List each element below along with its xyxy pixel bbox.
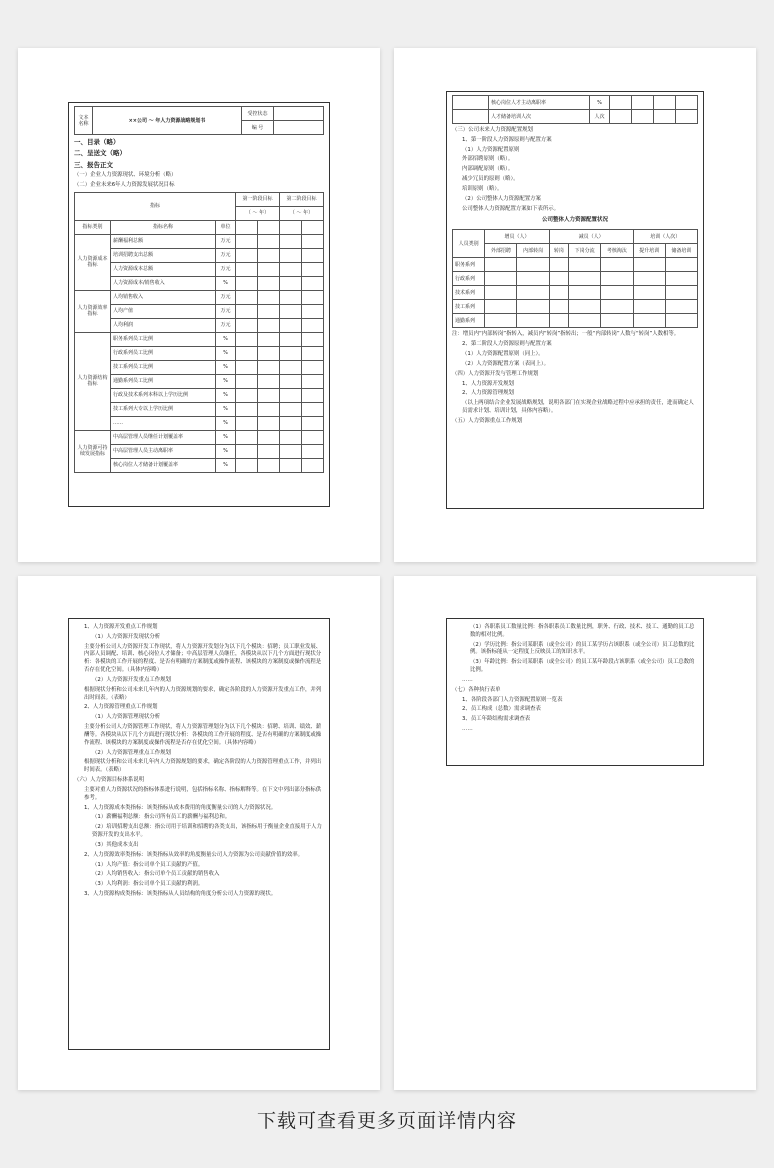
empty-cell <box>280 458 302 472</box>
p2-l6: 培训原则（略）。 <box>462 185 503 192</box>
empty-cell <box>601 286 633 300</box>
th-add: 增员（人） <box>485 230 549 244</box>
th-col: 内部转岗 <box>517 244 549 258</box>
empty-cell <box>549 272 568 286</box>
empty-cell <box>236 290 258 304</box>
unit-cell: % <box>216 332 236 346</box>
empty-cell <box>280 416 302 430</box>
p2-l2: （1）人力资源配置原则 <box>462 146 520 153</box>
text-line: （3）其他成本支出 <box>92 841 139 848</box>
empty-cell <box>280 332 302 346</box>
th-type: 人员类别 <box>453 230 485 258</box>
table-row <box>75 304 324 318</box>
empty-cell <box>258 360 280 374</box>
p2-l12: 1、人力资源开发规划 <box>462 380 514 387</box>
unit-cell: % <box>216 346 236 360</box>
table-row <box>75 416 324 430</box>
text-line: （2）培训招聘支出总额：指公司用于培训和招聘的各类支出，该指标用于衡量企业直接用于人力资源开发的支出水平。 <box>92 824 322 839</box>
unit-cell: 万元 <box>216 248 236 262</box>
empty-cell <box>302 332 324 346</box>
text-line: （3）人均利润：指公司单个员工贡献的利润。 <box>92 881 204 888</box>
metric-name-cell: 人均利润 <box>111 318 216 332</box>
empty-cell <box>258 234 280 248</box>
th-stage1: 第一阶段目标 <box>236 192 280 206</box>
text-line: （1）人均产值：指公司单个员工贡献的产值。 <box>92 861 204 868</box>
empty-cell <box>601 314 633 328</box>
metric-name-cell: 核心岗位人才储备计划覆盖率 <box>111 458 216 472</box>
empty-cell <box>258 430 280 444</box>
metric-name-cell: …… <box>111 416 216 430</box>
empty-cell <box>280 262 302 276</box>
th-col: 考核淘汰 <box>601 244 633 258</box>
metric-name-cell: 中高层管理人员主动离职率 <box>111 444 216 458</box>
table-row <box>453 258 698 272</box>
empty-cell <box>280 360 302 374</box>
empty-cell <box>280 290 302 304</box>
empty-cell <box>601 300 633 314</box>
page-3-frame <box>68 618 330 1050</box>
doc-title: ××公司 ～ 年人力资源战略规划书 <box>93 107 242 135</box>
table-row <box>75 388 324 402</box>
p2-l5: 减少冗员的原则（略）。 <box>462 176 519 183</box>
empty-cell <box>601 258 633 272</box>
page-1-frame <box>68 102 330 507</box>
empty-cell <box>258 416 280 430</box>
table-row <box>75 248 324 262</box>
metric-name-cell: 行政系列员工比例 <box>111 346 216 360</box>
empty-cell <box>236 304 258 318</box>
empty-cell <box>302 388 324 402</box>
empty-cell <box>665 272 697 286</box>
empty-cell <box>236 332 258 346</box>
header-number-label: 编 号 <box>242 121 274 135</box>
unit-cell: % <box>216 388 236 402</box>
empty-cell <box>517 258 549 272</box>
empty-cell <box>280 304 302 318</box>
text-line: （2）人力资源管理重点工作规划 <box>92 749 171 756</box>
metric-name-cell: 技工系列员工比例 <box>111 360 216 374</box>
cont-row-2-name: 人才储备培训人次 <box>489 110 590 124</box>
empty-cell <box>517 286 549 300</box>
th-sub: 减员（人） <box>549 230 633 244</box>
text-line: …… <box>462 726 473 733</box>
text-line: 1、各阶段各部门人力资源配置原则一览表 <box>462 696 563 703</box>
unit-cell: % <box>216 276 236 290</box>
empty-cell <box>517 272 549 286</box>
empty-cell <box>517 300 549 314</box>
p2-l11: （2）人力资源配置方案（表同上）。 <box>462 360 549 367</box>
cont-row-2-unit: 人次 <box>590 110 610 124</box>
empty-cell <box>280 430 302 444</box>
empty-cell <box>280 388 302 402</box>
empty-cell <box>236 430 258 444</box>
section-toc: 一、目录（略） <box>74 138 120 146</box>
unit-cell: % <box>216 402 236 416</box>
p2-s4: （四）人力资源开发与管理工作规划 <box>452 370 539 377</box>
table-row <box>453 272 698 286</box>
row-type-cell: 行政系列 <box>453 272 485 286</box>
download-caption: 下载可查看更多页面详情内容 <box>256 1110 517 1132</box>
unit-cell: % <box>216 416 236 430</box>
text-line: 2、员工构成（总数）需求调查表 <box>462 706 541 713</box>
table-row <box>453 314 698 328</box>
th-unit: 单位 <box>216 220 236 234</box>
empty-cell <box>280 318 302 332</box>
page-4 <box>394 576 756 1090</box>
page-1 <box>18 48 380 562</box>
unit-cell: % <box>216 458 236 472</box>
empty-cell <box>258 332 280 346</box>
text-line: 1、人力资源成本类指标：该类指标从成本费用的角度衡量公司的人力资源状况。 <box>84 804 277 811</box>
text-line: 根据现状分析和公司未来几年内人力资源规划的要求，确定各阶段的人力资源管理重点工作，并列出时间表。（表略） <box>84 759 322 774</box>
page-3 <box>18 576 380 1090</box>
empty-cell <box>302 290 324 304</box>
category-cell: 人力资源可持续发展指标 <box>75 430 111 472</box>
empty-cell <box>302 276 324 290</box>
text-line: （2）人力资源开发重点工作规划 <box>92 676 171 683</box>
unit-cell: % <box>216 444 236 458</box>
empty-cell <box>569 300 601 314</box>
empty-cell <box>549 300 568 314</box>
empty-cell <box>485 258 517 272</box>
table-row <box>453 286 698 300</box>
table-row <box>75 276 324 290</box>
empty-cell <box>302 402 324 416</box>
text-line: 主要分析公司人力资源开发工作现状，将人力资源开发划分为以下几个模块：招聘；员工职业发展、内部人员调配、培训、核心岗位人才储备；中高层管理人员继任，各模块从以下几个方面进行现状分析：各模块的工作开展的程度、是否有明确的方案制度或操作流程、该模块的方案制度或操作流程是否存在优化空间。（具体内容略） <box>84 643 322 674</box>
empty-cell <box>302 416 324 430</box>
text-line: …… <box>462 676 473 683</box>
empty-cell <box>236 416 258 430</box>
empty-cell <box>633 314 665 328</box>
p2-l1: 1、第一阶段人力资源原则与配置方案 <box>462 136 552 143</box>
continued-table <box>452 95 698 124</box>
empty-cell <box>302 346 324 360</box>
p2-l3: 外部招聘原则（略）。 <box>462 156 514 163</box>
p2-l8: 公司整体人力资源配置方案如下表所示。 <box>462 205 560 212</box>
row-type-cell: 职务系列 <box>453 258 485 272</box>
category-cell: 人力资源成本指标 <box>75 234 111 290</box>
page-4-frame <box>446 618 704 766</box>
section-body: 三、报告正文 <box>74 160 113 169</box>
metric-name-cell: 薪酬福利总额 <box>111 234 216 248</box>
unit-cell: % <box>216 430 236 444</box>
metric-name-cell: 行政及技术系列本科以上学历比例 <box>111 388 216 402</box>
p2-l13: 2、人力资源管理规划 <box>462 390 514 397</box>
table-row <box>75 346 324 360</box>
text-line: 1、人力资源开发重点工作规划 <box>84 624 158 630</box>
empty-cell <box>302 318 324 332</box>
page-2-frame <box>446 91 704 509</box>
empty-cell <box>485 272 517 286</box>
empty-cell <box>302 444 324 458</box>
cont-row-1-name: 核心岗位人才主动离职率 <box>489 96 590 110</box>
th-metric-name: 指标名称 <box>111 220 216 234</box>
empty-cell <box>665 300 697 314</box>
metric-name-cell: 培训招聘支出总额 <box>111 248 216 262</box>
table-row <box>75 458 324 472</box>
header-status-value <box>274 107 324 121</box>
th-col: 储备培训 <box>665 244 697 258</box>
row-type-cell: 技术系列 <box>453 286 485 300</box>
allocation-table <box>452 229 698 328</box>
empty-cell <box>517 314 549 328</box>
empty-cell <box>302 262 324 276</box>
table-row <box>75 318 324 332</box>
empty-cell <box>549 314 568 328</box>
empty-cell <box>302 234 324 248</box>
empty-cell <box>633 286 665 300</box>
empty-cell <box>280 402 302 416</box>
row-type-cell: 通勤系列 <box>453 314 485 328</box>
unit-cell: 万元 <box>216 262 236 276</box>
text-line: 根据现状分析和公司未来几年内的人力资源规划的要求，确定各阶段的人力资源开发重点工作，并列出时间表。（表略） <box>84 686 322 701</box>
empty-cell <box>258 346 280 360</box>
metric-name-cell: 人力资源成本/销售收入 <box>111 276 216 290</box>
table-row <box>75 290 324 304</box>
subsection-2: （二）企业未来6年人力资源发展状况目标 <box>74 182 175 189</box>
metric-name-cell: 人均产值 <box>111 304 216 318</box>
empty-cell <box>236 248 258 262</box>
empty-cell <box>236 360 258 374</box>
th-category: 指标类别 <box>75 220 111 234</box>
unit-cell: % <box>216 374 236 388</box>
empty-cell <box>258 248 280 262</box>
empty-cell <box>302 374 324 388</box>
category-cell: 人力资源结构指标 <box>75 332 111 430</box>
table-row <box>75 262 324 276</box>
empty-cell <box>569 286 601 300</box>
th-stage2-years: （ ～ 年） <box>280 206 324 220</box>
empty-cell <box>302 304 324 318</box>
doc-header-table <box>74 106 324 135</box>
empty-cell <box>236 374 258 388</box>
section-submission: 二、呈送文（略） <box>74 149 126 158</box>
empty-cell <box>236 318 258 332</box>
empty-cell <box>280 444 302 458</box>
text-line: 2、人力资源管理重点工作规划 <box>84 704 158 711</box>
text-line: （1）薪酬福利总额：指公司所有员工的薪酬与福利总和。 <box>92 814 231 821</box>
subsection-1: （一）企业人力资源现状、环境分析（略） <box>74 172 177 179</box>
empty-cell <box>236 458 258 472</box>
empty-cell <box>665 258 697 272</box>
target-table <box>74 192 324 473</box>
text-line: （2）人均销售收入：指公司单个员工贡献的销售收入 <box>92 871 220 878</box>
empty-cell <box>236 262 258 276</box>
text-line: 3、员工年龄结构需求调查表 <box>462 716 531 723</box>
empty-cell <box>485 314 517 328</box>
text-line: （1）人力资源管理现状分析 <box>92 714 161 721</box>
table-row <box>75 430 324 444</box>
p2-s3: （三）公司未来人力资源配置规划 <box>452 127 533 133</box>
empty-cell <box>236 444 258 458</box>
p2-l9: 2、第二阶段人力资源原则与配置方案 <box>462 341 552 348</box>
empty-cell <box>302 430 324 444</box>
empty-cell <box>258 374 280 388</box>
empty-cell <box>280 234 302 248</box>
row-type-cell: 技工系列 <box>453 300 485 314</box>
metric-name-cell: 人力资源成本总额 <box>111 262 216 276</box>
empty-cell <box>236 234 258 248</box>
text-line: （2）学历比例：指公司某职系（或全公司）的员工某学历占该职系（或全公司）员工总数的比例。该指标能从一定程度上反映员工的知识水平。 <box>470 641 695 656</box>
table-row <box>453 300 698 314</box>
th-train: 培训（人次） <box>633 230 697 244</box>
empty-cell <box>569 314 601 328</box>
th-col: 外部招聘 <box>485 244 517 258</box>
p2-l10: （1）人力资源配置原则（同上）。 <box>462 351 544 358</box>
p2-note: 注：增员内“内部转岗”指转入，减员内“转岗”指转出；一般“内部转岗”人数与“转岗”人数相等。 <box>452 331 680 338</box>
empty-cell <box>601 272 633 286</box>
unit-cell: % <box>216 360 236 374</box>
allocation-table-title: 公司整体人力资源配置状况 <box>541 217 608 224</box>
empty-cell <box>665 314 697 328</box>
empty-cell <box>485 300 517 314</box>
empty-cell <box>258 290 280 304</box>
cont-row-1-unit: % <box>590 96 610 110</box>
metric-name-cell: 通勤系列员工比例 <box>111 374 216 388</box>
empty-cell <box>549 258 568 272</box>
th-stage2: 第二阶段目标 <box>280 192 324 206</box>
page-2 <box>394 48 756 562</box>
th-metric: 指标 <box>75 192 236 220</box>
table-row <box>75 444 324 458</box>
category-cell: 人力资源效率指标 <box>75 290 111 332</box>
empty-cell <box>280 374 302 388</box>
text-line: 2、人力资源效率类指标：该类指标从效率的角度衡量公司人力资源为公司贡献价值的效率。 <box>84 851 304 858</box>
th-col: 提升培训 <box>633 244 665 258</box>
empty-cell <box>633 272 665 286</box>
empty-cell <box>280 346 302 360</box>
empty-cell <box>258 318 280 332</box>
text-line: （3）年龄比例：指公司某职系（或全公司）的员工某年龄段占该职系（或全公司）员工总数的比例。 <box>470 659 695 674</box>
empty-cell <box>258 388 280 402</box>
unit-cell: 万元 <box>216 304 236 318</box>
table-row <box>75 234 324 248</box>
empty-cell <box>258 276 280 290</box>
p2-l4: 内部调配原则（略）。 <box>462 166 514 173</box>
text-line: 3、人力资源构成类指标：该类指标从人员结构的角度分析公司人力资源的现状。 <box>84 891 277 898</box>
empty-cell <box>633 300 665 314</box>
unit-cell: 万元 <box>216 234 236 248</box>
empty-cell <box>302 458 324 472</box>
empty-cell <box>549 286 568 300</box>
table-row <box>75 360 324 374</box>
unit-cell: 万元 <box>216 290 236 304</box>
text-line: 主要分析公司人力资源管理工作现状，将人力资源管理划分为以下几个模块：招聘、培训、绩效、薪酬等。各模块从以下几个方面进行现状分析：各模块的工作开展的程度、是否有明确的方案制度或操作流程、该模块的方案制度或操作流程是否存在优化空间。（具体内容略） <box>84 724 322 746</box>
metric-name-cell: 中高层管理人员继任计划覆盖率 <box>111 430 216 444</box>
empty-cell <box>236 402 258 416</box>
th-col: 下岗分流 <box>569 244 601 258</box>
empty-cell <box>258 458 280 472</box>
empty-cell <box>665 286 697 300</box>
empty-cell <box>633 258 665 272</box>
empty-cell <box>485 286 517 300</box>
empty-cell <box>258 402 280 416</box>
metric-name-cell: 职务系列员工比例 <box>111 332 216 346</box>
table-row <box>75 374 324 388</box>
empty-cell <box>280 276 302 290</box>
metric-name-cell: 技工系列大专以上学历比例 <box>111 402 216 416</box>
empty-cell <box>236 388 258 402</box>
text-line: （1）人力资源开发现状分析 <box>92 633 161 640</box>
table-row <box>75 402 324 416</box>
empty-cell <box>236 346 258 360</box>
metric-name-cell: 人均销售收入 <box>111 290 216 304</box>
text-line: （1）各职系员工数量比例：指各职系员工数量比例，职务、行政、技术、技工、通勤的员工总数的相对比例。 <box>470 624 695 638</box>
header-number-value <box>274 121 324 135</box>
header-label: 文本名称 <box>75 107 93 135</box>
empty-cell <box>258 444 280 458</box>
text-line: 主要对重人力资源状况的指标体系进行说明，包括指标名称、指标解释等。在下文中列出部分指标供参考。 <box>84 786 322 801</box>
th-col: 转岗 <box>549 244 568 258</box>
table-row <box>75 332 324 346</box>
p2-l7: （2）公司整体人力资源配置方案 <box>462 195 541 202</box>
empty-cell <box>280 248 302 262</box>
unit-cell: 万元 <box>216 318 236 332</box>
empty-cell <box>569 272 601 286</box>
p2-s5: （五）人力资源重点工作规划 <box>452 417 523 424</box>
text-line: （七）各种执行表单 <box>452 686 501 693</box>
empty-cell <box>258 304 280 318</box>
empty-cell <box>302 248 324 262</box>
header-status-label: 受控状态 <box>242 107 274 121</box>
empty-cell <box>302 360 324 374</box>
empty-cell <box>236 276 258 290</box>
th-stage1-years: （ ～ 年） <box>236 206 280 220</box>
p2-l14: （以上两项结合企业发展战略规划，说明各部门在实现企业战略过程中应承担的责任，进而确定人员需求计划、培训计划，具体内容略）。 <box>462 400 694 415</box>
empty-cell <box>258 262 280 276</box>
empty-cell <box>569 258 601 272</box>
text-line: （六）人力资源目标体系说明 <box>74 777 145 784</box>
